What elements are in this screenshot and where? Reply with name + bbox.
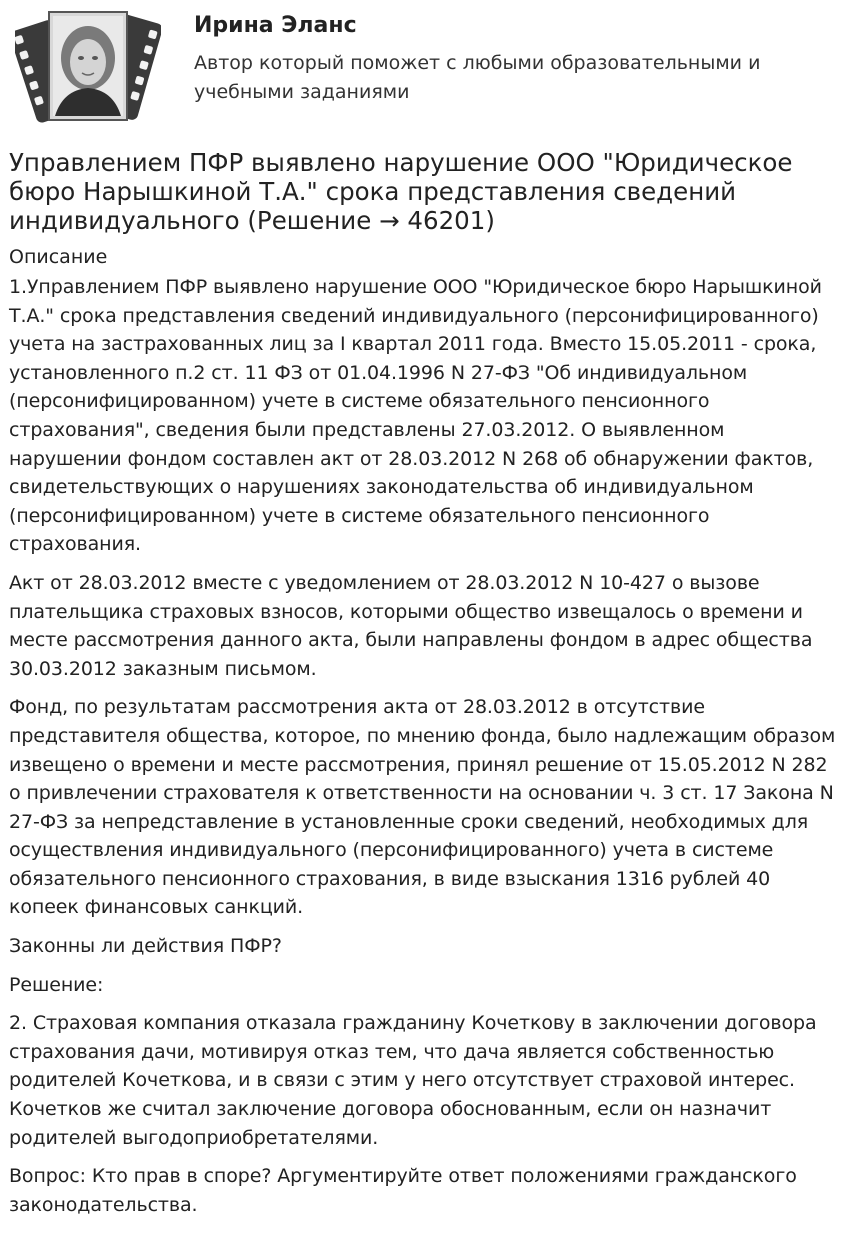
author-name: Ирина Эланс	[194, 13, 357, 38]
paragraph: Фонд, по результатам рассмотрения акта от 28.03.2012 в отсутствие представителя общества, которое, по мнению фонда, было надлежащим образом извещено о времени и месте рассмотрения, принял решение от 15.05.2012 N 282 о привлечении страхователя к ответственности на основании ч. 3 ст. 17 Закона N 27-ФЗ за непредставление в установленные сроки сведений, необходимых для осуществления индивидуального (персонифицированного) учета в системе обязательного пенсионного страхования, в виде взыскания 1316 рублей 40 копеек финансовых санкций.	[9, 696, 836, 919]
description-label: Описание	[9, 246, 108, 268]
paragraph: 2. Страховая компания отказала гражданину Кочеткову в заключении договора страхования дачи, мотивируя отказ тем, что дача является собственностью родителей Кочеткова, и в связи с этим у него отсутствует страховой интерес. Кочетков же считал заключение договора обоснованным, если он назначит родителей выгодоприобретателями.	[9, 1012, 817, 1149]
author-photo-filmstrip-icon	[15, 6, 161, 128]
solution-label: Решение:	[9, 973, 104, 996]
paragraph: 1.Управлением ПФР выявлено нарушение ООО "Юридическое бюро Нарышкиной Т.А." срока представления сведений индивидуального (персонифицированного) учета на застрахованных лиц за I квартал 2011 года. Вместо 15.05.2011 - срока, установленного п.2 ст. 11 ФЗ от 01.04.1996 N 27-ФЗ "Об индивидуальном (персонифицированном) учете в системе обязательного пенсионного страхования", сведения были представлены 27.03.2012. О выявленном нарушении фондом составлен акт от 28.03.2012 N 268 об обнаружении фактов, свидетельствующих о нарушениях законодательства об индивидуальном (персонифицированном) учете в системе обязательного пенсионного страхования.	[9, 276, 822, 556]
question-text: Вопрос: Кто прав в споре? Аргументируйте ответ положениями гражданского законодательства.	[9, 1165, 797, 1216]
question-text: Законны ли действия ПФР?	[9, 935, 282, 958]
author-description: Автор который поможет с любыми образовательными и учебными заданиями	[194, 52, 761, 103]
paragraph: Акт от 28.03.2012 вместе с уведомлением от 28.03.2012 N 10-427 о вызове плательщика страховых взносов, которыми общество извещалось о времени и месте рассмотрения данного акта, были направлены фондом в адрес общества 30.03.2012 заказным письмом.	[9, 571, 813, 680]
document-title: Управлением ПФР выявлено нарушение ООО "Юридическое бюро Нарышкиной Т.А." срока представления сведений индивидуального (Решение → 46201)	[9, 148, 793, 235]
author-card	[9, 0, 838, 138]
